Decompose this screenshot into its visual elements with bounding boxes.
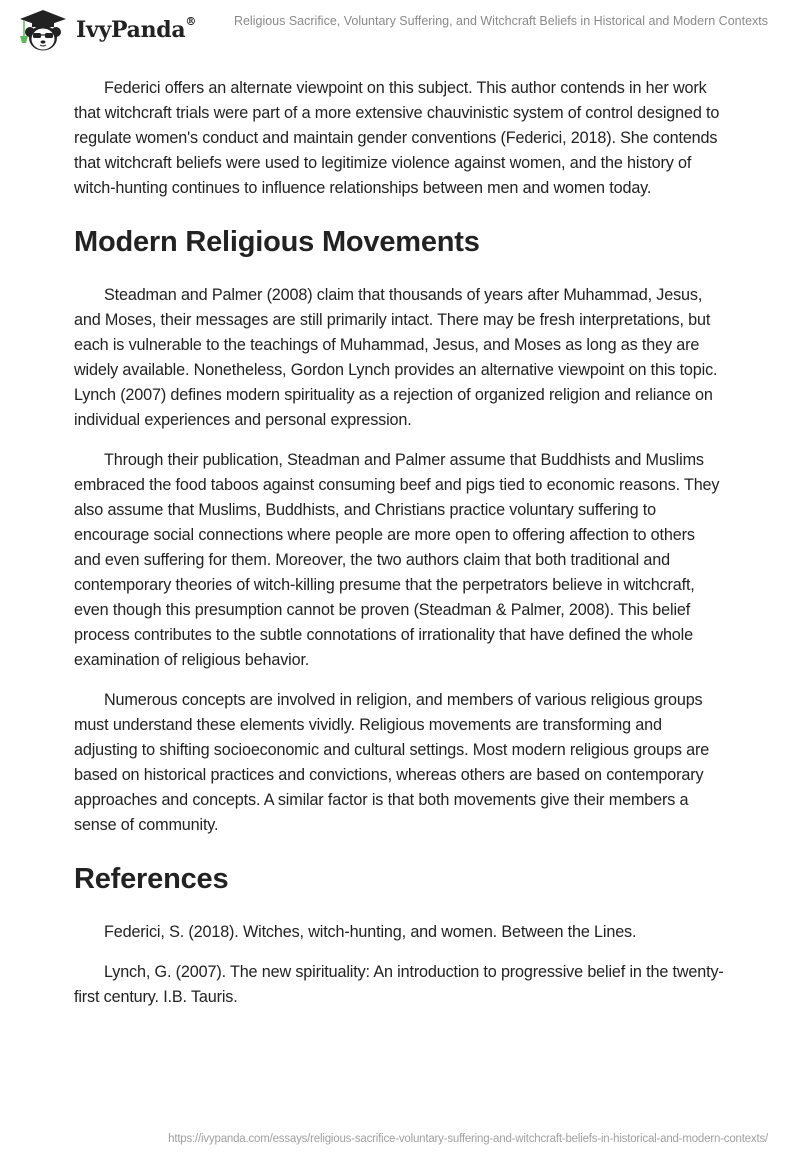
reference-entry: Federici, S. (2018). Witches, witch-hunting, and women. Between the Lines.	[104, 923, 637, 941]
ivypanda-logo[interactable]	[18, 8, 196, 52]
logo-wordmark	[76, 17, 196, 43]
logo-name: IvyPanda	[76, 17, 186, 43]
panda-graduate-icon	[18, 8, 68, 52]
reference-entry: Lynch, G. (2007). The new spirituality: An introduction to progressive belief in the twenty-first century. I.B. Tauris.	[74, 963, 724, 1006]
body-paragraph: Through their publication, Steadman and Palmer assume that Buddhists and Muslims embraced the food taboos against consuming beef and pigs tied to economic reasons. They also assume that Muslims, Buddhists, and Christians practice voluntary suffering to encourage social connections where people are more open to offering affection to others and even suffering for them. Moreover, the two authors claim that both traditional and contemporary theories of witch-killing presume that the perpetrators believe in witchcraft, even though this presumption cannot be proven (Steadman & Palmer, 2008). This belief process contributes to the subtle connotations of irrationality that have defined the whole examination of religious behavior.	[74, 451, 720, 669]
intro-paragraph: Federici offers an alternate viewpoint on this subject. This author contends in her work that witchcraft trials were part of a more extensive chauvinistic system of control designed to regulate women's conduct and maintain gender conventions (Federici, 2018). She contends that witchcraft beliefs were used to legitimize violence against women, and the history of witch-hunting continues to influence relationships between men and women today.	[74, 79, 720, 197]
registered-mark: ®	[185, 15, 197, 28]
source-url[interactable]: https://ivypanda.com/essays/religious-sacrifice-voluntary-suffering-and-witchcraft-beliefs-in-historical-and-modern-contexts/	[168, 1133, 768, 1145]
section-heading-modern-religious-movements: Modern Religious Movements	[74, 226, 480, 258]
section-heading-references: References	[74, 863, 229, 895]
document-title: Religious Sacrifice, Voluntary Suffering, and Witchcraft Beliefs in Historical and Modern Contexts	[233, 14, 768, 28]
body-paragraph: Numerous concepts are involved in religion, and members of various religious groups must understand these elements vividly. Religious movements are transforming and adjusting to shifting socioeconomic and cultural settings. Most modern religious groups are based on historical practices and convictions, whereas others are based on contemporary approaches and concepts. A similar factor is that both movements give their members a sense of community.	[74, 691, 710, 834]
page-header	[0, 0, 800, 60]
essay-content	[74, 76, 724, 1025]
body-paragraph: Steadman and Palmer (2008) claim that thousands of years after Muhammad, Jesus, and Moses, their messages are still primarily intact. There may be fresh interpretations, but each is vulnerable to the teachings of Muhammad, Jesus, and Moses as long as they are widely available. Nonetheless, Gordon Lynch provides an alternative viewpoint on this topic. Lynch (2007) defines modern spirituality as a rejection of organized religion and reliance on individual experiences and personal expression.	[74, 286, 718, 429]
